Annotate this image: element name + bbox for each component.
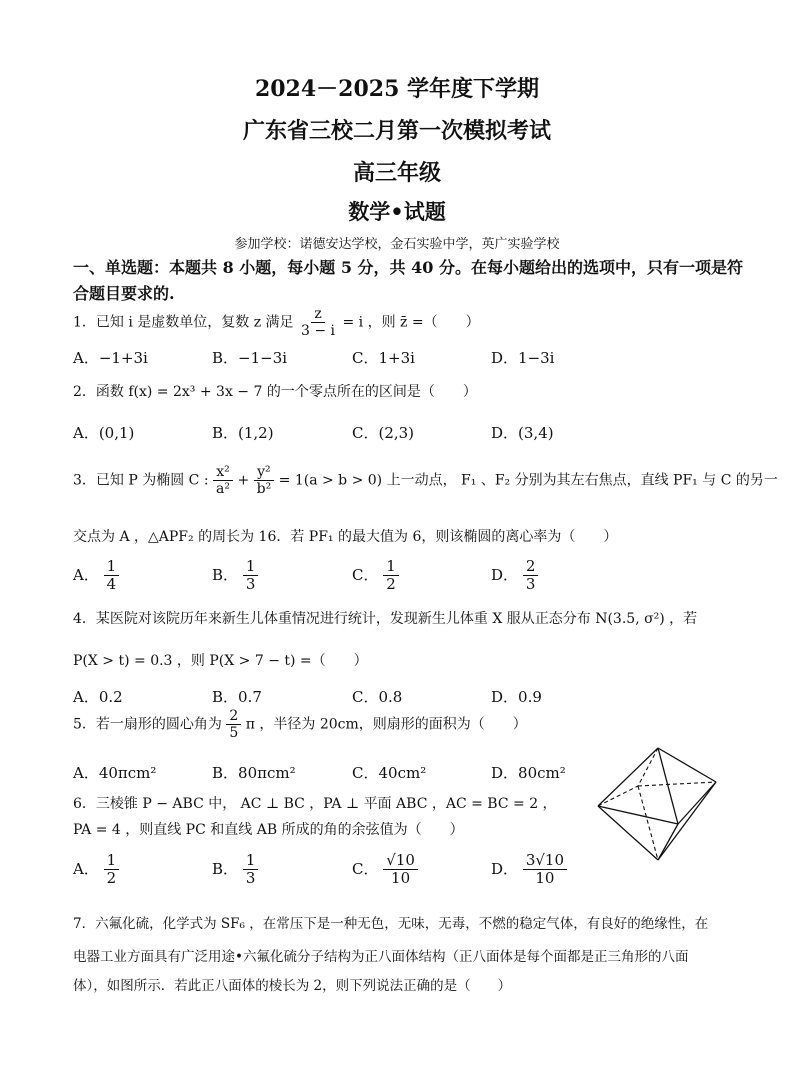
question-3-pre: 3．已知 P 为椭圆 C : bbox=[73, 472, 209, 489]
question-4-line1: 4．某医院对该院历年来新生儿体重情况进行统计，发现新生儿体重 X 服从正态分布 N(3.5, σ²) ，若 bbox=[73, 611, 698, 627]
question-7-line1: 7．六氟化硫，化学式为 SF₆ ，在常压下是一种无色，无味，无毒，不燃的稳定气体，有良好的绝缘性，在 bbox=[73, 916, 709, 932]
option-label: C． bbox=[352, 565, 379, 584]
question-5 bbox=[73, 708, 527, 741]
fraction-denominator: 2 bbox=[386, 575, 396, 594]
option-label: C． bbox=[352, 859, 379, 878]
fraction-denominator: a² bbox=[216, 481, 230, 498]
fraction-numerator: z bbox=[311, 306, 324, 323]
fraction-numerator: 1 bbox=[243, 558, 259, 576]
fraction-denominator: 5 bbox=[229, 725, 239, 742]
q6-option-d bbox=[491, 852, 567, 888]
question-1 bbox=[73, 306, 480, 339]
option-label: A． bbox=[73, 859, 99, 878]
fraction-numerator: 2 bbox=[523, 558, 539, 576]
q3-option-d bbox=[491, 558, 538, 594]
fraction-denominator: 3 bbox=[245, 869, 256, 888]
participating-schools: 参加学校：诺德安达学校，金石实验中学，英广实验学校 bbox=[234, 237, 560, 252]
option-label: D． bbox=[491, 565, 519, 584]
exam-name-title: 广东省三校二月第一次模拟考试 bbox=[242, 118, 551, 144]
q6-option-b bbox=[212, 852, 258, 888]
option-label: B． bbox=[212, 565, 239, 584]
q5-option-b: B．80πcm² bbox=[212, 764, 296, 782]
question-5-post: π ，半径为 20cm，则扇形的面积为（ ） bbox=[245, 716, 527, 733]
option-fraction bbox=[243, 852, 259, 888]
subject-title: 数学•试题 bbox=[348, 199, 446, 224]
question-5-pre: 5．若一扇形的圆心角为 bbox=[73, 716, 222, 733]
q6-option-c bbox=[352, 852, 418, 888]
fraction-numerator: 1 bbox=[243, 852, 259, 870]
option-label: D． bbox=[491, 859, 519, 878]
option-fraction bbox=[104, 852, 120, 888]
fraction-numerator: 1 bbox=[104, 558, 120, 576]
option-fraction bbox=[243, 558, 259, 594]
fraction-denominator: 3 bbox=[245, 575, 256, 594]
q4-option-a: A．0.2 bbox=[73, 688, 123, 706]
option-label: B． bbox=[212, 859, 239, 878]
q4-option-d: D．0.9 bbox=[491, 688, 542, 706]
fraction-denominator: 3 bbox=[525, 575, 536, 594]
q2-option-b: B．(1,2) bbox=[212, 424, 274, 442]
option-fraction bbox=[383, 558, 399, 594]
fraction-numerator: 1 bbox=[104, 852, 120, 870]
question-2: 2．函数 f(x) = 2x³ + 3x − 7 的一个零点所在的区间是（ ） bbox=[73, 384, 477, 400]
q1-option-d: D．1−3i bbox=[491, 349, 555, 367]
option-fraction bbox=[104, 558, 120, 594]
q5-option-c: C．40cm² bbox=[352, 764, 427, 782]
option-label: A． bbox=[73, 565, 99, 584]
q4-option-b: B．0.7 bbox=[212, 688, 262, 706]
question-7-line2: 电器工业方面具有广泛用途•六氟化硫分子结构为正八面体结构（正八面体是每个面都是正三角形的八面 bbox=[73, 949, 689, 965]
plus-sign: + bbox=[237, 472, 250, 489]
question-4-line2: P(X > t) = 0.3 ，则 P(X > 7 − t) =（ ） bbox=[73, 653, 368, 669]
question-1-fraction bbox=[298, 306, 338, 339]
fraction-numerator: 2 bbox=[226, 708, 241, 725]
q3-option-a bbox=[73, 558, 119, 594]
q1-option-a: A．−1+3i bbox=[73, 349, 148, 367]
fraction-denominator: 4 bbox=[106, 575, 117, 594]
q6-option-a bbox=[73, 852, 119, 888]
option-fraction bbox=[523, 852, 567, 888]
ellipse-y-term bbox=[254, 464, 275, 497]
grade-title: 高三年级 bbox=[352, 160, 441, 186]
fraction-numerator: √10 bbox=[383, 852, 418, 870]
q3-option-c bbox=[352, 558, 399, 594]
fraction-denominator: 2 bbox=[106, 869, 117, 888]
question-3-post: = 1(a > b > 0) 上一动点， F₁ 、F₂ 分别为其左右焦点，直线 PF₁ 与 C 的另一 bbox=[278, 472, 778, 489]
fraction-numerator: x² bbox=[213, 464, 233, 481]
q4-option-c: C．0.8 bbox=[352, 688, 403, 706]
fraction-denominator: b² bbox=[256, 481, 272, 498]
question-6-line2: PA = 4 ，则直线 PC 和直线 AB 所成的角的余弦值为（ ） bbox=[73, 822, 464, 838]
octahedron-figure bbox=[594, 744, 720, 864]
option-fraction bbox=[383, 852, 418, 888]
q2-option-d: D．(3,4) bbox=[491, 424, 554, 442]
section-heading-line2: 合题目要求的. bbox=[73, 284, 175, 303]
fraction-denominator: 10 bbox=[535, 869, 555, 888]
question-1-post: = i ，则 z̄ =（ ） bbox=[342, 314, 480, 331]
q1-option-b: B．−1−3i bbox=[212, 349, 288, 367]
fraction-numerator: y² bbox=[254, 464, 274, 481]
q2-option-a: A．(0,1) bbox=[73, 424, 135, 442]
fraction-denominator: 3 − i bbox=[301, 323, 336, 340]
fraction-denominator: 10 bbox=[391, 869, 411, 888]
q5-option-d: D．80cm² bbox=[491, 764, 566, 782]
section-heading-line1: 一、单选题：本题共 8 小题，每小题 5 分，共 40 分。在每小题给出的选项中，只有一项是符 bbox=[73, 258, 743, 277]
question-6-line1: 6．三棱锥 P − ABC 中， AC ⊥ BC ，PA ⊥ 平面 ABC ，AC = BC = 2 ， bbox=[73, 796, 557, 812]
question-3 bbox=[73, 464, 778, 497]
exam-year-title: 2024－2025 学年度下学期 bbox=[254, 76, 540, 102]
ellipse-x-term bbox=[213, 464, 233, 497]
question-1-pre: 1．已知 i 是虚数单位，复数 z 满足 bbox=[73, 314, 294, 331]
q5-option-a: A．40πcm² bbox=[73, 764, 157, 782]
q3-option-b bbox=[212, 558, 258, 594]
q1-option-c: C．1+3i bbox=[352, 349, 415, 367]
question-3-line2: 交点为 A ，△APF₂ 的周长为 16．若 PF₁ 的最大值为 6，则该椭圆的离心率为（ ） bbox=[73, 529, 618, 545]
fraction-numerator: 1 bbox=[383, 558, 399, 576]
q2-option-c: C．(2,3) bbox=[352, 424, 415, 442]
question-7-line3: 体），如图所示．若此正八面体的棱长为 2，则下列说法正确的是（ ） bbox=[73, 978, 512, 994]
option-fraction bbox=[523, 558, 539, 594]
fraction-numerator: 3√10 bbox=[523, 852, 567, 870]
question-5-fraction bbox=[226, 708, 241, 741]
